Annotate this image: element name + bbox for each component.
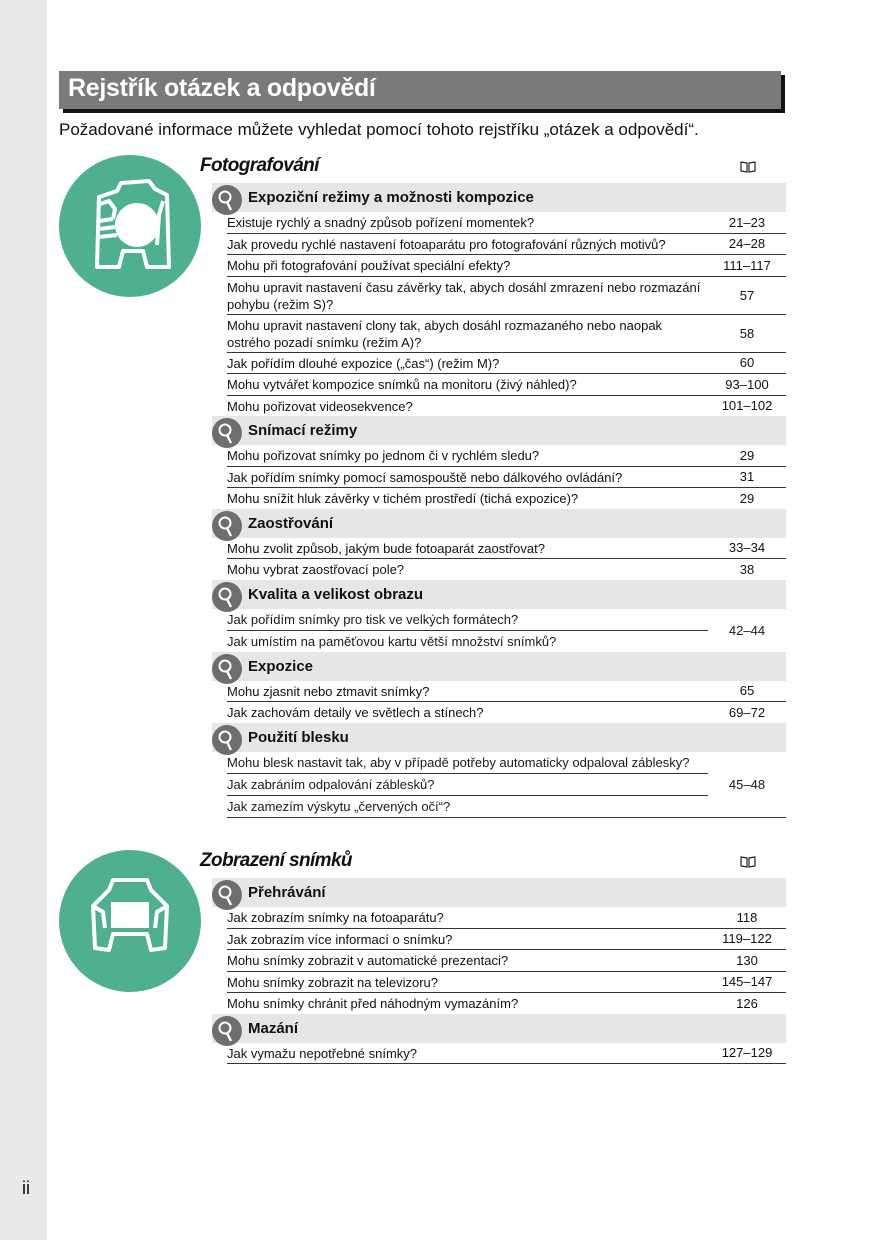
category-header xyxy=(212,183,786,212)
table-row xyxy=(227,315,786,353)
question: Jak pořídím dlouhé expozice („čas“) (režim M)? xyxy=(227,355,500,371)
table-row xyxy=(227,353,786,375)
question: Jak pořídím snímky pro tisk ve velkých formátech? xyxy=(227,611,519,627)
table-row xyxy=(227,234,786,256)
page-ref: 118 xyxy=(736,909,758,925)
magnifier-icon xyxy=(212,511,242,541)
intro-text: Požadované informace můžete vyhledat pomocí tohoto rejstříku „otázek a odpovědí“. xyxy=(59,120,699,139)
question: Mohu pořizovat videosekvence? xyxy=(227,398,413,414)
category-list xyxy=(200,183,786,818)
magnifier-icon xyxy=(212,725,242,755)
book-icon xyxy=(740,856,756,868)
question: Jak umístím na paměťovou kartu větší množství snímků? xyxy=(227,630,708,652)
table-row xyxy=(227,950,786,972)
magnifier-icon xyxy=(212,1016,242,1046)
table-row xyxy=(227,374,786,396)
table-row xyxy=(227,277,786,315)
question: Mohu pořizovat snímky po jednom či v rychlém sledu? xyxy=(227,448,540,464)
page-ref: 38 xyxy=(739,561,755,577)
section-title: Zobrazení snímků xyxy=(200,850,352,871)
question: Existuje rychlý a snadný způsob pořízení momentek? xyxy=(227,215,535,231)
category-label: Použití blesku xyxy=(248,728,349,746)
question: Mohu snímky zobrazit na televizoru? xyxy=(227,974,438,990)
question: Mohu zjasnit nebo ztmavit snímky? xyxy=(227,683,430,699)
question: Mohu zvolit způsob, jakým bude fotoaparát zaostřovat? xyxy=(227,540,545,556)
question: Jak pořídím snímky pomocí samospouště nebo dálkového ovládání? xyxy=(227,469,623,485)
page-ref: 33–34 xyxy=(728,540,766,556)
question: Mohu vytvářet kompozice snímků na monitoru (živý náhled)? xyxy=(227,377,577,393)
question: Mohu při fotografování používat speciální efekty? xyxy=(227,258,511,274)
category-label: Přehrávání xyxy=(248,884,326,901)
question: Mohu snímky zobrazit v automatické prezentaci? xyxy=(227,953,509,969)
magnifier-icon xyxy=(212,880,242,910)
question: Mohu upravit nastavení clony tak, abych dosáhl rozmazaného nebo naopak ostrého pozadí snímku (režim A)? xyxy=(227,317,663,350)
camera-monitor-hands-icon xyxy=(59,850,201,992)
page-ref: 69–72 xyxy=(728,704,766,720)
question: Jak provedu rychlé nastavení fotoaparátu pro fotografování různých motivů? xyxy=(227,236,666,252)
page-ref: 29 xyxy=(739,490,755,506)
page-ref: 101–102 xyxy=(721,398,773,414)
page-ref: 93–100 xyxy=(725,376,769,392)
page-ref: 127–129 xyxy=(721,1045,773,1061)
question: Mohu upravit nastavení času závěrky tak, abych dosáhl zmrazení nebo rozmazání pohybu (režim S)? xyxy=(227,279,701,312)
question: Mohu vybrat zaostřovací pole? xyxy=(227,562,405,578)
question: Jak zobrazím snímky na fotoaparátu? xyxy=(227,910,444,926)
page-ref: 21–23 xyxy=(728,214,766,230)
category-header xyxy=(212,652,786,681)
page-ref: 58 xyxy=(739,325,755,341)
page-ref: 42–44 xyxy=(728,622,766,638)
category-header xyxy=(212,878,786,907)
category-header xyxy=(212,580,786,609)
table-row xyxy=(227,212,786,234)
magnifier-icon xyxy=(212,582,242,612)
question: Jak zabráním odpalování záblesků? xyxy=(227,773,708,795)
category-label: Expozice xyxy=(248,657,314,675)
magnifier-icon xyxy=(212,654,242,684)
question: Jak vymažu nepotřebné snímky? xyxy=(227,1045,418,1061)
question: Jak zobrazím více informací o snímku? xyxy=(227,931,453,947)
table-row xyxy=(227,929,786,951)
section-title: Fotografování xyxy=(200,155,319,176)
table-row xyxy=(227,445,786,467)
page-title-bar xyxy=(59,71,781,109)
page-ref: 45–48 xyxy=(728,776,766,792)
page-ref: 126 xyxy=(736,995,758,1011)
question: Jak zachovám detaily ve světlech a stínech? xyxy=(227,705,484,721)
table-row xyxy=(227,488,786,509)
question: Mohu blesk nastavit tak, aby v případě potřeby automaticky odpaloval záblesky? xyxy=(227,754,690,770)
table-row xyxy=(227,993,786,1014)
page-ref: 65 xyxy=(739,683,755,699)
page-ref: 111–117 xyxy=(723,257,771,273)
magnifier-icon xyxy=(212,185,242,215)
book-icon xyxy=(740,161,756,173)
category-label: Zaostřování xyxy=(248,514,334,532)
page-number: ii xyxy=(22,1178,30,1198)
page-ref: 57 xyxy=(739,287,755,303)
page-ref: 31 xyxy=(739,469,755,485)
page-ref: 60 xyxy=(739,355,755,371)
page-title: Rejstřík otázek a odpovědí xyxy=(68,74,376,102)
category-label: Mazání xyxy=(248,1019,299,1037)
category-label: Expoziční režimy a možnosti kompozice xyxy=(248,189,534,206)
grouped-rows xyxy=(227,609,786,652)
page-ref: 29 xyxy=(739,447,755,463)
page-ref: 24–28 xyxy=(728,236,766,252)
table-row xyxy=(227,255,786,277)
table-row xyxy=(227,559,786,580)
page-ref: 145–147 xyxy=(721,974,773,990)
question: Jak zamezím výskytu „červených očí“? xyxy=(227,795,708,817)
table-row xyxy=(227,467,786,489)
table-row xyxy=(227,1043,786,1065)
table-row xyxy=(227,972,786,994)
table-row xyxy=(227,907,786,929)
category-header xyxy=(212,416,786,445)
table-row xyxy=(227,538,786,560)
table-row xyxy=(227,396,786,417)
magnifier-icon xyxy=(212,418,242,448)
question: Mohu snímky chránit před náhodným vymazáním? xyxy=(227,996,519,1012)
page-ref: 130 xyxy=(736,952,758,968)
page-ref: 119–122 xyxy=(722,931,772,947)
question: Mohu snížit hluk závěrky v tichém prostředí (tichá expozice)? xyxy=(227,491,579,507)
page-margin-strip xyxy=(0,0,47,1240)
category-label: Snímací režimy xyxy=(248,422,358,439)
table-row xyxy=(227,681,786,703)
table-row xyxy=(227,702,786,723)
category-header xyxy=(212,509,786,538)
grouped-rows xyxy=(227,752,786,818)
category-header xyxy=(212,723,786,752)
category-list xyxy=(200,878,786,1064)
category-label: Kvalita a velikost obrazu xyxy=(248,585,424,603)
category-header xyxy=(212,1014,786,1043)
camera-hands-icon xyxy=(59,155,201,297)
